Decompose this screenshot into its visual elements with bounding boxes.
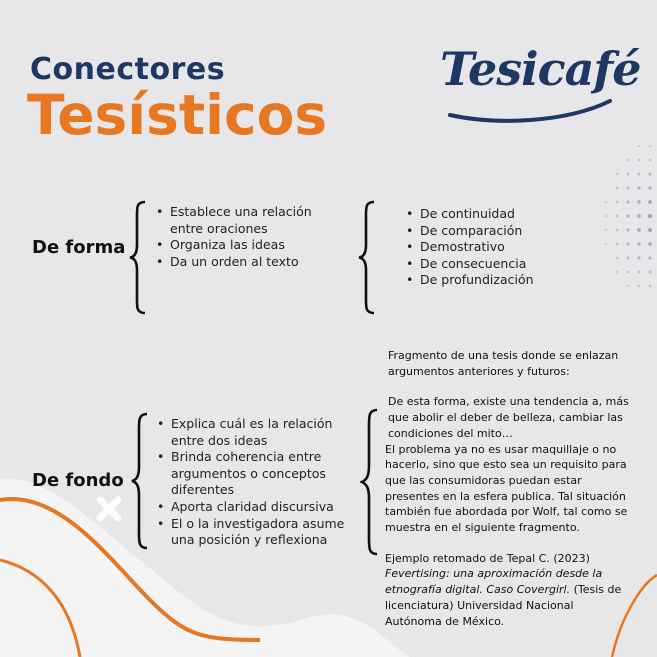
decor-dot <box>637 256 640 259</box>
list-item: • El o la investigadora asume una posición y reflexiona <box>157 516 357 549</box>
decor-dot <box>616 187 619 190</box>
citation-title: Fevertising: una aproximación desde la etnografía digital. Caso Covergirl. <box>385 567 603 597</box>
decor-dot <box>616 271 618 273</box>
list-item: • De continuidad <box>406 206 606 223</box>
list-item: • Explica cuál es la relación entre dos ideas <box>157 416 357 449</box>
decor-dot <box>637 172 640 175</box>
decor-dot <box>626 242 629 245</box>
logo-swoosh-icon <box>445 95 615 125</box>
decor-dot <box>627 159 629 161</box>
decor-dot <box>627 257 630 260</box>
fondo-features-list <box>157 416 357 549</box>
forma-left-brace-icon <box>128 200 148 315</box>
list-item: • Aporta claridad discursiva <box>157 499 357 516</box>
list-item: • De consecuencia <box>406 256 606 273</box>
logo: Tesicafé <box>440 42 641 96</box>
decor-dot <box>627 285 629 287</box>
decor-dot <box>616 243 619 246</box>
list-item: • Organiza las ideas <box>156 237 346 254</box>
citation-suffix: (Tesis de licenciatura) Universidad Nacional Autónoma de México. <box>385 583 622 628</box>
decor-dot <box>616 173 618 175</box>
decor-dot <box>627 271 630 274</box>
forma-label: De forma <box>32 237 126 258</box>
decor-dot <box>616 201 619 204</box>
decor-dot <box>616 257 619 260</box>
decor-dot <box>637 186 640 189</box>
decor-dot <box>648 242 652 246</box>
citation-prefix: Ejemplo retomado de Tepal C. (2023) <box>385 551 590 565</box>
decor-dot <box>627 173 630 176</box>
decor-dot <box>626 228 629 231</box>
decor-dot <box>626 214 629 217</box>
forma-features-list <box>156 204 346 270</box>
decor-dot <box>648 200 652 204</box>
decor-dot <box>638 145 640 147</box>
decor-dot <box>616 215 619 218</box>
decor-dot <box>626 200 629 203</box>
dot-pattern-decoration <box>600 140 657 300</box>
fragment-intro: Fragmento de una tesis donde se enlazan argumentos anteriores y futuros: <box>388 349 619 378</box>
fragment-quote-2: El problema ya no es usar maquillaje o no hacerlo, sino que esto sea un requisito para que las consumidoras puedan estar presentes en la esfera publica. Tal situación también fue abordada por Wolf, tal como se muestra en el siguiente fragmento. <box>385 442 628 535</box>
forma-types-list <box>406 206 606 289</box>
decor-dot <box>648 228 652 232</box>
decor-dot <box>637 200 641 204</box>
thesis-fragment <box>385 348 630 629</box>
list-item: • Demostrativo <box>406 239 606 256</box>
decor-dot <box>626 186 629 189</box>
list-item: • De profundización <box>406 272 606 289</box>
list-item: • Da un orden al texto <box>156 254 346 271</box>
decor-dot <box>637 214 641 218</box>
list-item: • Brinda coherencia entre argumentos o conceptos diferentes <box>157 449 357 499</box>
decor-dot <box>648 172 651 175</box>
list-item: • Establece una relación entre oraciones <box>156 204 346 237</box>
decor-dot <box>649 271 652 274</box>
forma-right-brace-icon <box>357 200 377 315</box>
decor-dot <box>616 229 619 232</box>
title-line-1: Conectores <box>30 52 226 87</box>
decor-dot <box>649 285 652 288</box>
decor-dot <box>649 145 651 147</box>
title-line-2: Tesísticos <box>27 83 328 147</box>
decor-dot <box>648 214 652 218</box>
decor-dot <box>637 228 641 232</box>
list-item: • De comparación <box>406 223 606 240</box>
decor-dot <box>648 186 652 190</box>
fragment-citation <box>385 551 630 630</box>
decor-dot <box>637 242 641 246</box>
fragment-quote-1: De esta forma, existe una tendencia a, más que abolir el deber de belleza, cambiar las condiciones del mito… <box>388 395 629 440</box>
decor-dot <box>605 201 607 203</box>
decor-dot <box>648 256 651 259</box>
decor-dot <box>649 159 652 162</box>
decor-dot <box>638 159 641 162</box>
fondo-right-brace-icon <box>360 408 380 556</box>
decor-dot <box>638 285 640 287</box>
fondo-label: De fondo <box>32 470 124 491</box>
fondo-left-brace-icon <box>130 412 150 550</box>
decor-dot <box>638 271 641 274</box>
